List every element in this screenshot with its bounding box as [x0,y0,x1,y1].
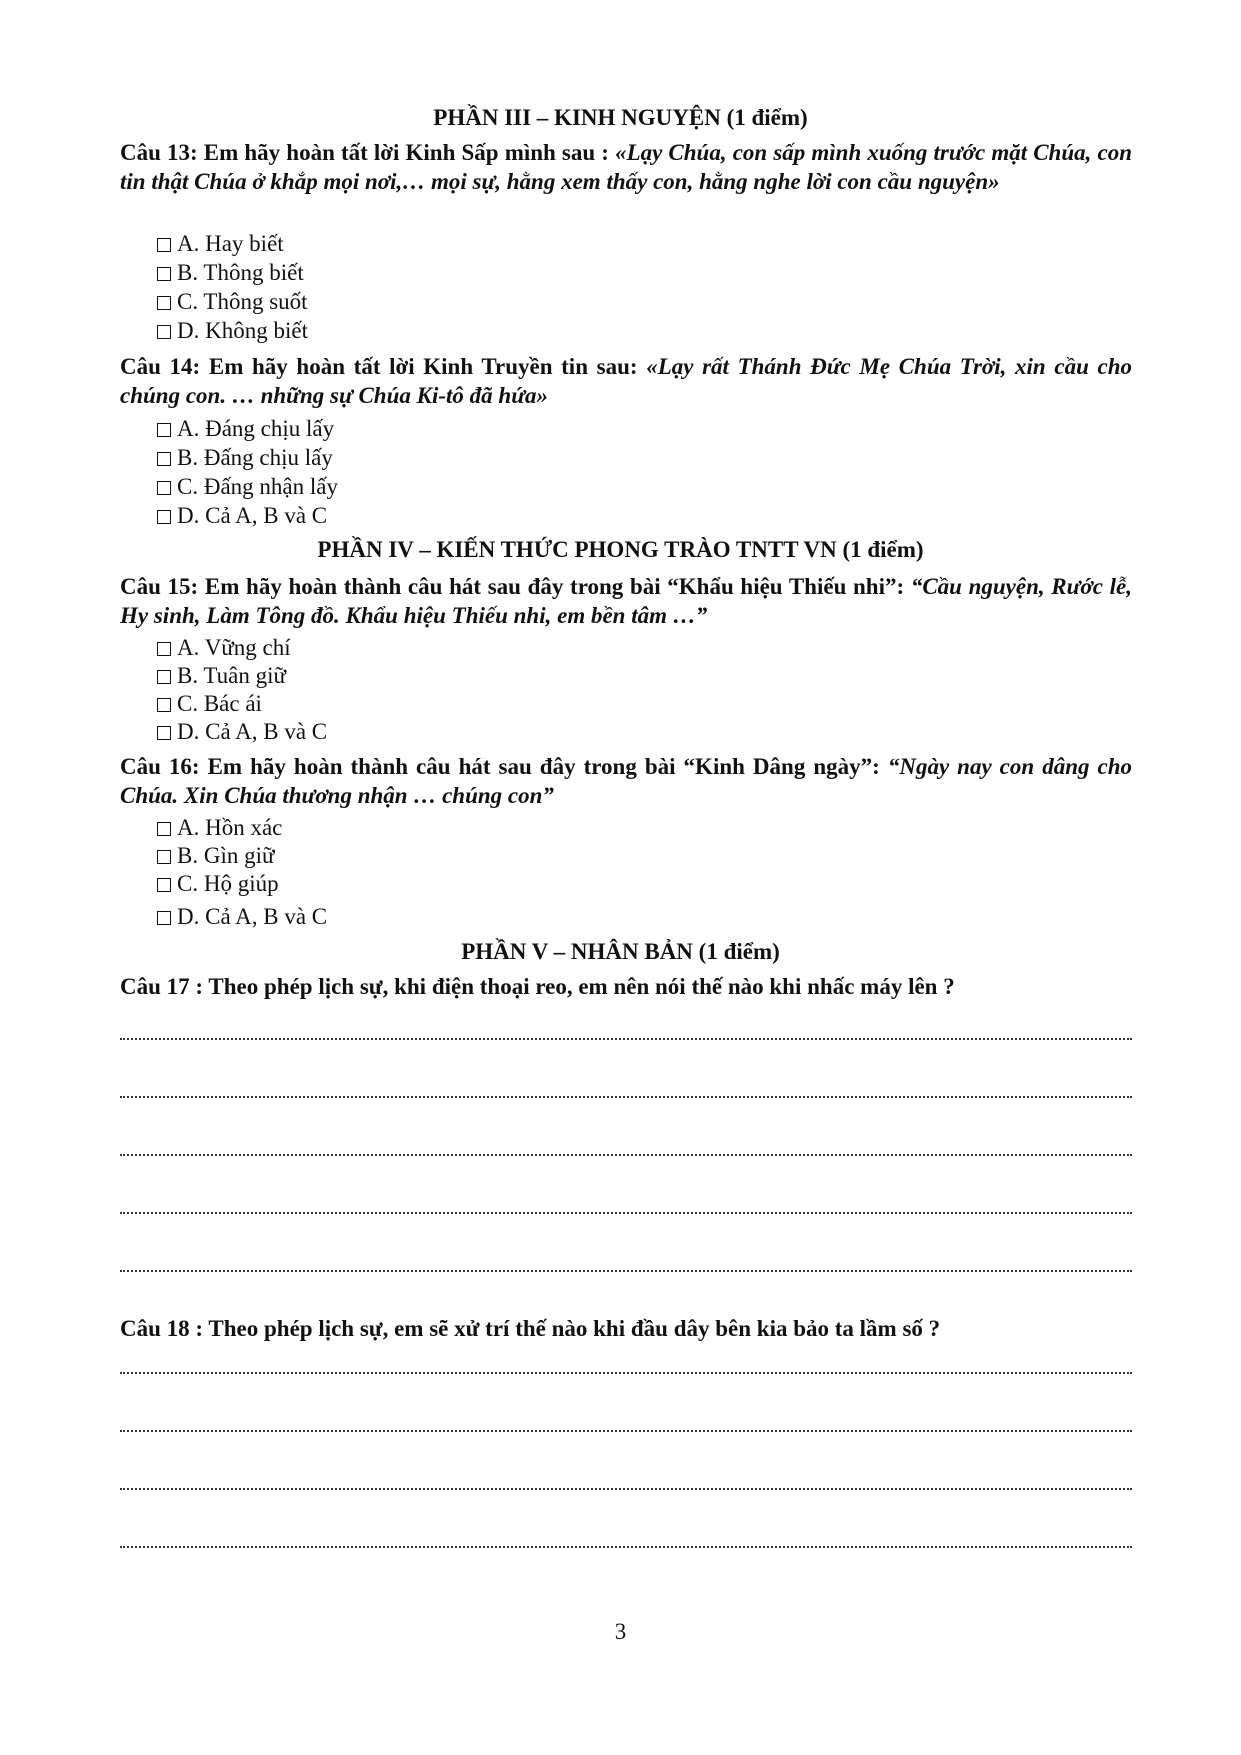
question-13 [120,138,1132,196]
q13-option-a[interactable] [157,230,284,258]
checkbox-icon[interactable] [157,822,171,836]
question-16-lead: Câu 16: Em hãy hoàn thành câu hát sau đây trong bài “Kinh Dâng ngày”: [120,754,888,779]
option-label: B. Gìn giữ [177,843,275,868]
checkbox-icon[interactable] [157,878,171,892]
option-label: B. Tuân giữ [177,663,286,688]
option-label: A. Hay biết [177,231,284,256]
option-label: D. Không biết [177,318,308,343]
question-17 [120,972,1132,1001]
option-label: C. Hộ giúp [177,871,279,896]
q15-option-b[interactable] [157,662,286,690]
question-18-lead: Câu 18 : Theo phép lịch sự, em sẽ xử trí thế nào khi đầu dây bên kia bảo ta lầm số ? [120,1316,941,1341]
checkbox-icon[interactable] [157,726,171,740]
question-14-lead: Câu 14: Em hãy hoàn tất lời Kinh Truyền tin sau: [120,354,647,379]
q17-answer-line-3[interactable] [120,1154,1132,1156]
checkbox-icon[interactable] [157,850,171,864]
q15-option-d[interactable] [157,718,327,746]
q16-option-d[interactable] [157,903,327,931]
question-14 [120,352,1132,410]
question-17-lead: Câu 17 : Theo phép lịch sự, khi điện thoại reo, em nên nói thế nào khi nhấc máy lên ? [120,974,955,999]
option-label: D. Cả A, B và C [177,503,328,528]
q18-answer-line-3[interactable] [120,1488,1132,1490]
q14-option-c[interactable] [157,473,338,501]
question-13-quote: «Lạy Chúa, con sấp mình xuống trước mặt Chúa, con tin thật Chúa ở khắp mọi nơi,… mọi sự, hằng xem thấy con, hằng nghe lời con cầu nguyện» [120,140,1132,194]
checkbox-icon[interactable] [157,325,171,339]
part3-title: PHẦN III – KINH NGUYỆN (1 điểm) [433,105,808,130]
option-label: A. Vững chí [177,635,291,660]
q16-option-a[interactable] [157,814,282,842]
question-16-quote: “Ngày nay con dâng cho Chúa. Xin Chúa thương nhận … chúng con” [120,754,1132,808]
checkbox-icon[interactable] [157,911,171,925]
q17-answer-line-1[interactable] [120,1038,1132,1040]
checkbox-icon[interactable] [157,296,171,310]
question-18 [120,1314,1132,1343]
checkbox-icon[interactable] [157,698,171,712]
checkbox-icon[interactable] [157,267,171,281]
question-15-lead: Câu 15: Em hãy hoàn thành câu hát sau đây trong bài “Khẩu hiệu Thiếu nhi”: [120,574,911,599]
q17-answer-line-4[interactable] [120,1212,1132,1214]
option-label: A. Hồn xác [177,815,283,840]
question-13-lead: Câu 13: Em hãy hoàn tất lời Kinh Sấp mình sau : [120,140,616,165]
option-label: B. Thông biết [177,260,304,285]
checkbox-icon[interactable] [157,423,171,437]
q18-answer-line-1[interactable] [120,1372,1132,1374]
q13-option-b[interactable] [157,259,304,287]
checkbox-icon[interactable] [157,670,171,684]
part4-title: PHẦN IV – KIẾN THỨC PHONG TRÀO TNTT VN (1 điểm) [317,537,924,562]
q16-option-c[interactable] [157,870,279,898]
checkbox-icon[interactable] [157,510,171,524]
option-label: B. Đấng chịu lấy [177,445,333,470]
checkbox-icon[interactable] [157,452,171,466]
option-label: C. Thông suốt [177,289,308,314]
q18-answer-line-4[interactable] [120,1546,1132,1548]
checkbox-icon[interactable] [157,238,171,252]
q15-option-a[interactable] [157,634,291,662]
part5-title: PHẦN V – NHÂN BẢN (1 điểm) [461,939,780,964]
q14-option-a[interactable] [157,415,334,443]
option-label: C. Đấng nhận lấy [177,474,338,499]
checkbox-icon[interactable] [157,481,171,495]
q14-option-b[interactable] [157,444,333,472]
q14-option-d[interactable] [157,502,327,530]
checkbox-icon[interactable] [157,642,171,656]
q13-option-d[interactable] [157,317,308,345]
q16-option-b[interactable] [157,842,274,870]
option-label: D. Cả A, B và C [177,719,328,744]
option-label: A. Đáng chịu lấy [177,416,335,441]
question-14-quote: «Lạy rất Thánh Đức Mẹ Chúa Trời, xin cầu cho chúng con. … những sự Chúa Ki-tô đã hứa» [120,354,1133,408]
q15-option-c[interactable] [157,690,262,718]
page-number: 3 [614,1619,627,1644]
question-16 [120,752,1132,810]
q17-answer-line-5[interactable] [120,1270,1132,1272]
question-15 [120,572,1132,630]
q18-answer-line-2[interactable] [120,1430,1132,1432]
option-label: C. Bác ái [177,691,262,716]
question-15-quote: “Cầu nguyện, Rước lễ, Hy sinh, Làm Tông đồ. Khẩu hiệu Thiếu nhi, em bền tâm …” [120,574,1132,628]
option-label: D. Cả A, B và C [177,904,328,929]
q13-option-c[interactable] [157,288,308,316]
q17-answer-line-2[interactable] [120,1096,1132,1098]
